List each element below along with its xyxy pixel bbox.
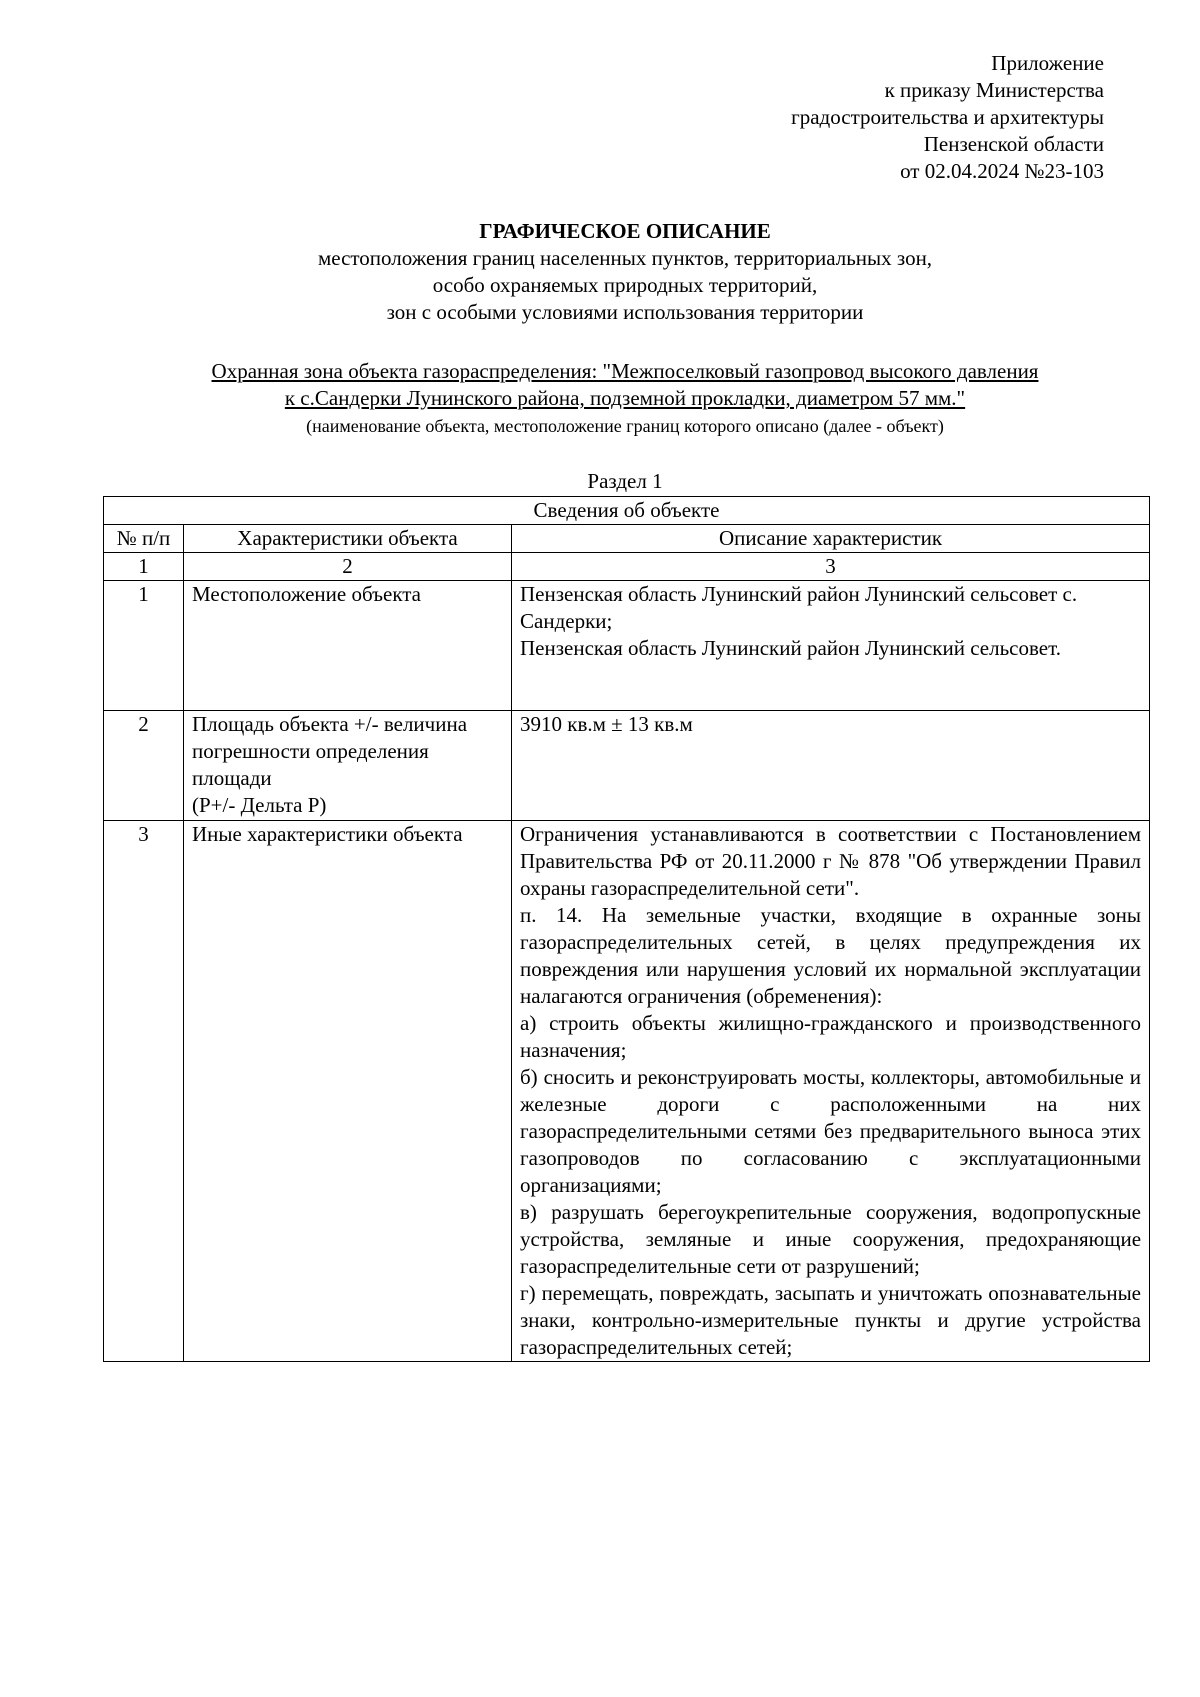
appendix-line: к приказу Министерства [884,78,1104,102]
header-number: № п/п [104,525,184,553]
object-info-table [103,496,1150,1362]
document-subtitle-line: особо охраняемых природных территорий, [432,273,818,297]
table-row [104,581,1150,711]
header-characteristics: Характеристики объекта [184,525,512,553]
column-number: 1 [104,553,184,581]
column-number: 3 [512,553,1150,581]
row-number: 2 [104,711,184,821]
row-number: 1 [104,581,184,711]
document-title: ГРАФИЧЕСКОЕ ОПИСАНИЕ [479,219,771,243]
appendix-line: градостроительства и архитектуры [791,105,1104,129]
appendix-header [504,50,1104,185]
row-description [512,581,1150,711]
description-paragraph: п. 14. На земельные участки, входящие в охранные зоны газораспределительных сетей, в целях предупреждения их повреждения или нарушения условий их нормальной эксплуатации налагаются ограничения (обременения): [520,903,1142,1008]
description-paragraph: 3910 кв.м ± 13 кв.м [520,712,693,736]
description-paragraph: в) разрушать берегоукрепительные сооружения, водопропускные устройства, земляные и иные сооружения, предохраняющие газораспределительные сети от разрушений; [520,1200,1142,1278]
row-number: 3 [104,821,184,1362]
description-paragraph: а) строить объекты жилищно-гражданского и производственного назначения; [520,1011,1142,1062]
table-header-row [104,525,1150,553]
description-paragraph: Ограничения устанавливаются в соответствии с Постановлением Правительства РФ от 20.11.2000 г № 878 "Об утверждении Правил охраны газораспределительной сети". [520,822,1142,900]
description-paragraph: Пензенская область Лунинский район Лунинский сельсовет с. Сандерки; [520,582,1078,633]
appendix-line: Пензенской области [923,132,1104,156]
row-characteristic: Местоположение объекта [184,581,512,711]
row-characteristic: Иные характеристики объекта [184,821,512,1362]
description-paragraph: Пензенская область Лунинский район Лунинский сельсовет. [520,636,1061,660]
table-caption-row [104,497,1150,525]
characteristic-line: (Р+/- Дельта Р) [192,793,327,817]
document-title-block [100,218,1150,326]
row-characteristic [184,711,512,821]
section-label: Раздел 1 [587,469,663,493]
object-name-note: (наименование объекта, местоположение границ которого описано (далее - объект) [306,416,944,436]
object-name-block [100,358,1150,438]
table-row [104,821,1150,1362]
document-subtitle-line: зон с особыми условиями использования территории [386,300,864,324]
table-column-numbers-row [104,553,1150,581]
header-description: Описание характеристик [512,525,1150,553]
object-name-line: Охранная зона объекта газораспределения: "Межпоселковый газопровод высокого давления [211,359,1039,383]
row-description [512,711,1150,821]
row-description [512,821,1150,1362]
characteristic-line: Площадь объекта +/- величина погрешности определения площади [192,712,468,790]
description-paragraph: б) сносить и реконструировать мосты, коллекторы, автомобильные и железные дороги с расположенными на них газораспределительными сетями без предварительного выноса этих газопроводов по согласованию с эксплуатационными организациями; [520,1065,1142,1197]
object-name-line: к с.Сандерки Лунинского района, подземной прокладки, диаметром 57 мм." [284,386,966,410]
document-subtitle-line: местоположения границ населенных пунктов, территориальных зон, [317,246,933,270]
appendix-line: от 02.04.2024 №23-103 [900,159,1104,183]
table-caption: Сведения об объекте [104,497,1150,525]
table-row [104,711,1150,821]
description-paragraph: г) перемещать, повреждать, засыпать и уничтожать опознавательные знаки, контрольно-измерительные пункты и другие устройства газораспределительных сетей; [520,1281,1142,1359]
appendix-line: Приложение [991,51,1104,75]
column-number: 2 [184,553,512,581]
